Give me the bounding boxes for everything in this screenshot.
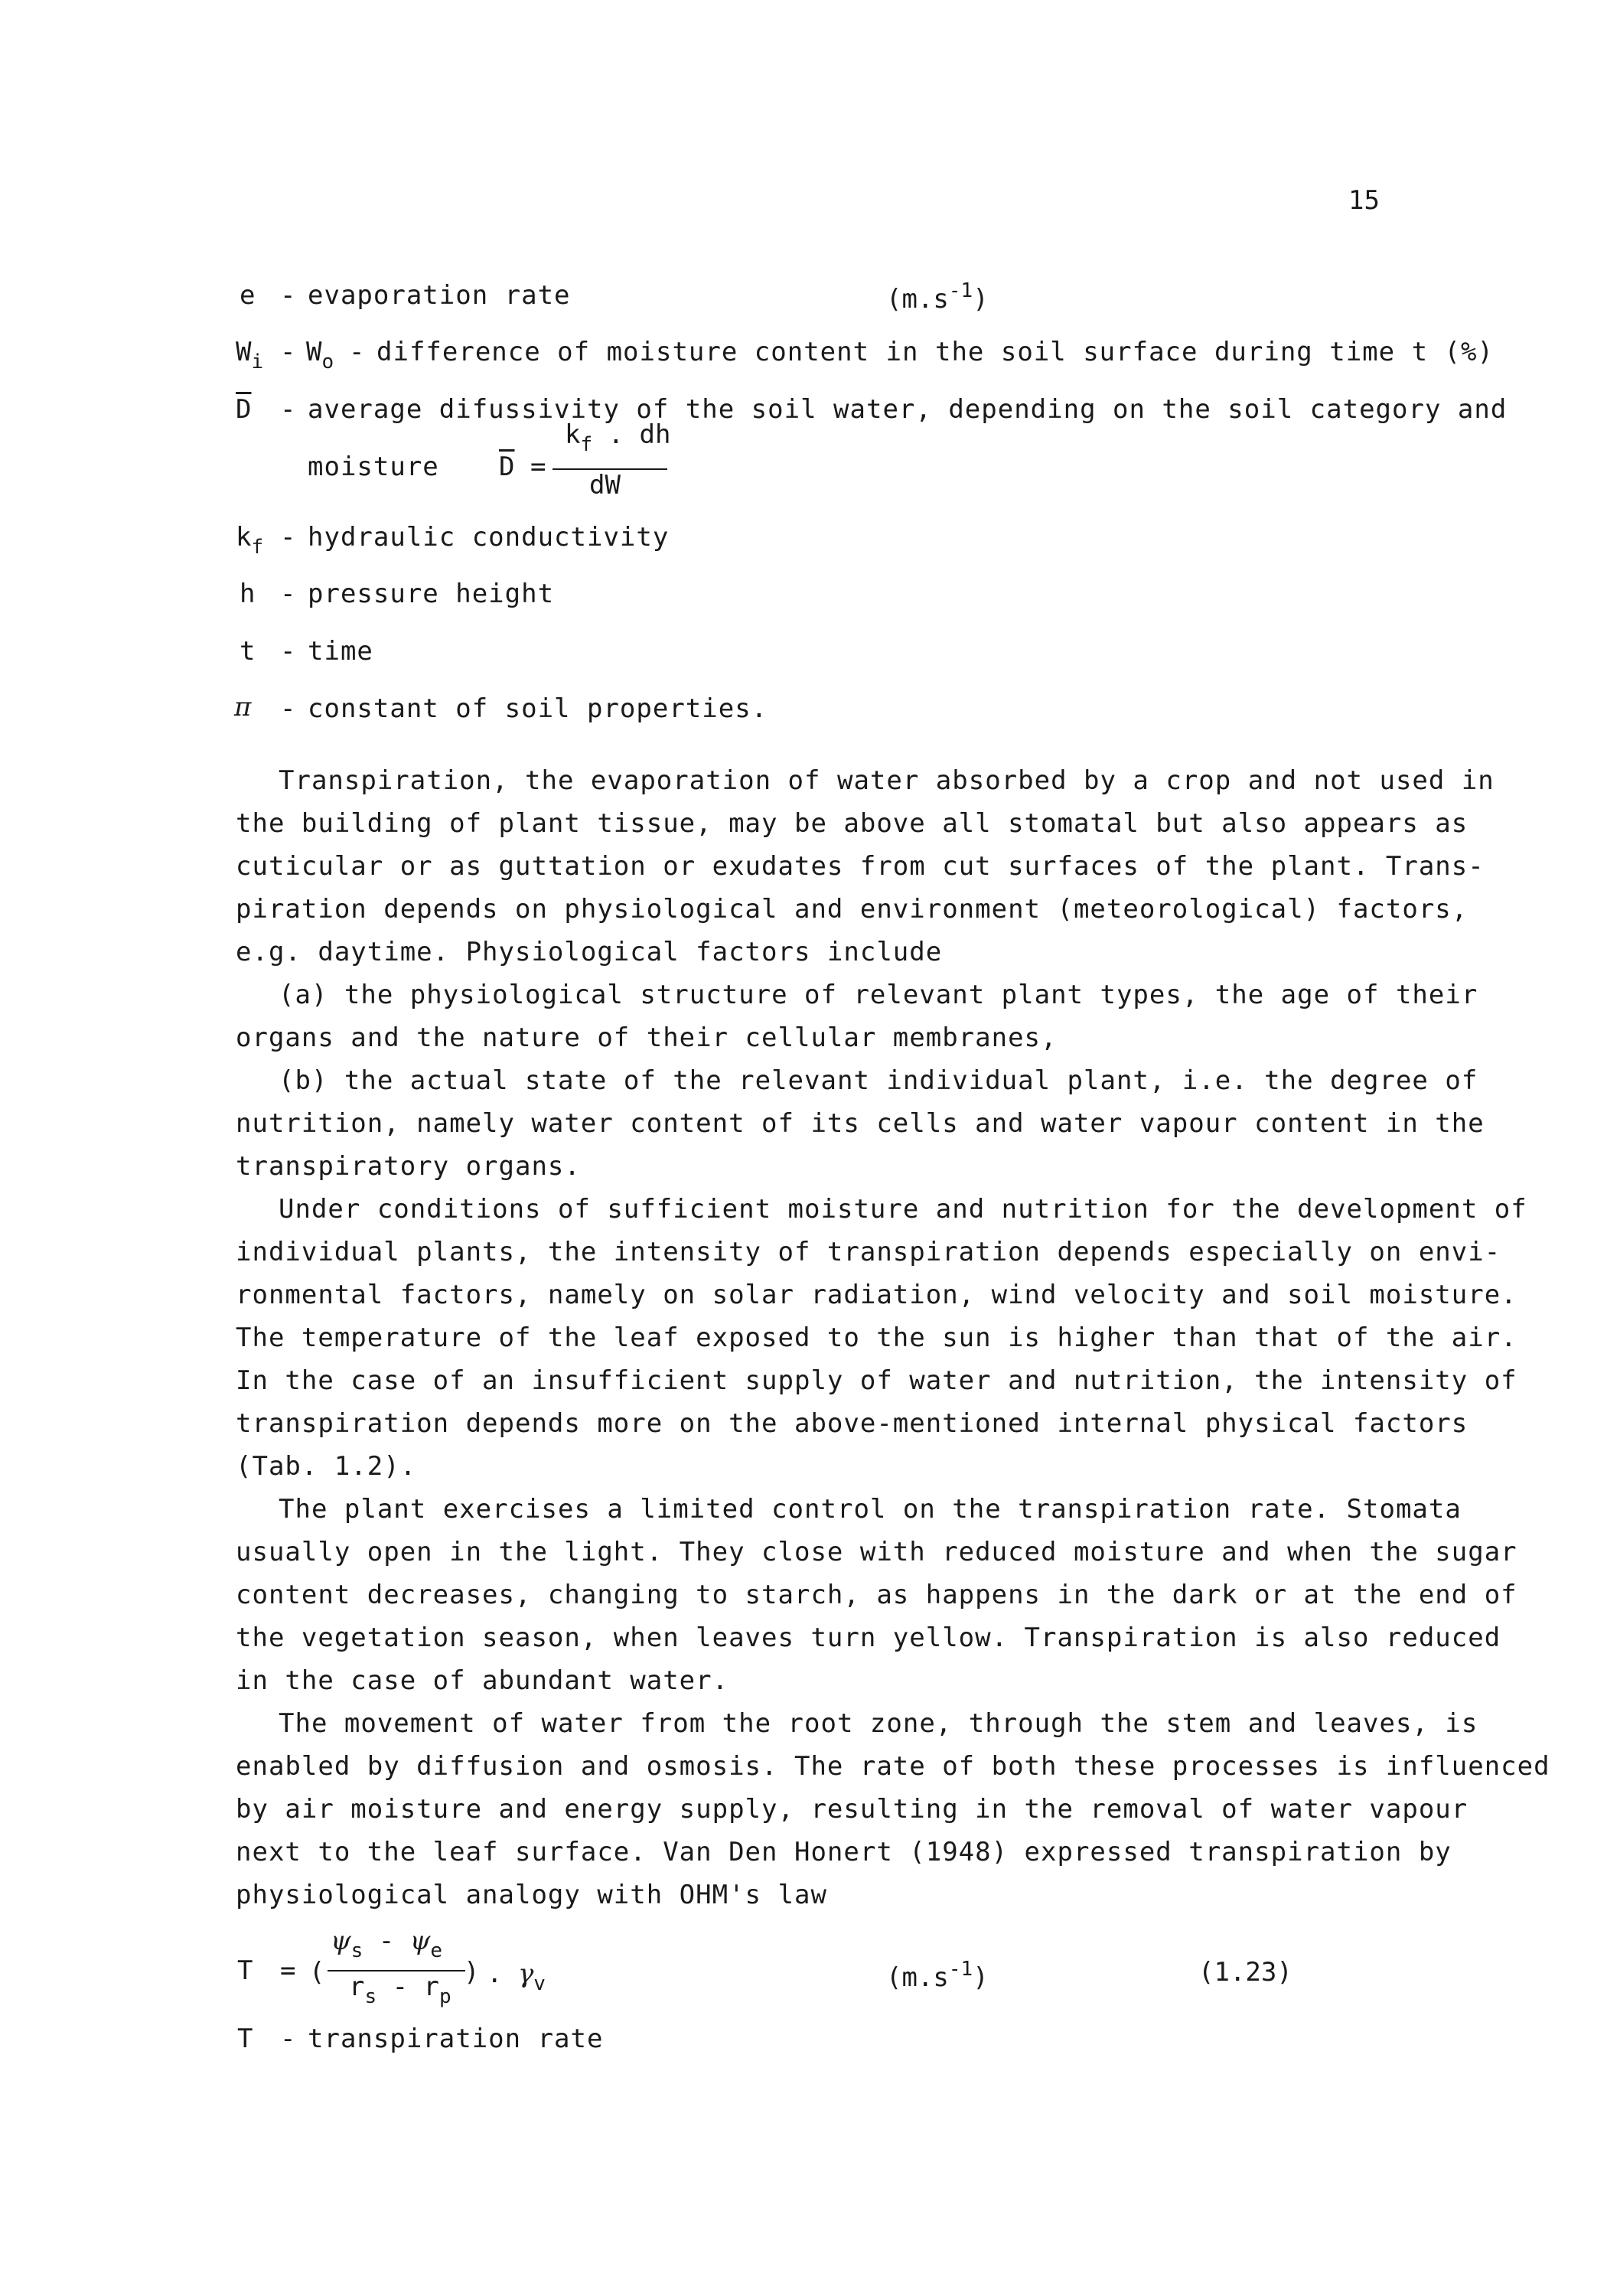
text-line: in the case of abundant water.: [236, 1665, 729, 1696]
definition-transpiration-rate: transpiration rate: [308, 2024, 604, 2054]
symbol-pi: π: [234, 692, 252, 722]
equation-open-paren: (: [309, 1957, 325, 1988]
symbol-e: e: [240, 280, 256, 311]
symbol-dbar: $\overline{D}$: [236, 394, 252, 425]
text-line: The temperature of the leaf exposed to the sun is higher than that of the air.: [236, 1322, 1517, 1353]
text-line: Under conditions of sufficient moisture and nutrition for the development of: [279, 1194, 1527, 1225]
text-line: usually open in the light. They close with reduced moisture and when the sugar: [236, 1537, 1517, 1567]
unit-evaporation: $(m.s^{-1})$: [886, 279, 989, 315]
text-line: Transpiration, the evaporation of water absorbed by a crop and not used in: [279, 765, 1495, 796]
dash: -: [280, 636, 296, 667]
definition-pressure-height: pressure height: [308, 579, 555, 609]
definition-evaporation: evaporation rate: [308, 280, 571, 311]
text-line: transpiration depends more on the above-mentioned internal physical factors: [236, 1408, 1468, 1439]
symbol-h: h: [240, 579, 256, 609]
text-line: by air moisture and energy supply, resulting in the removal of water vapour: [236, 1794, 1468, 1825]
definition-moisture: moisture: [308, 452, 439, 482]
definition-soil-constant: constant of soil properties.: [308, 693, 768, 724]
equation-unit: $(m.s^{-1})$: [886, 1958, 989, 1993]
text-line: the vegetation season, when leaves turn yellow. Transpiration is also reduced: [236, 1623, 1501, 1653]
text-line: individual plants, the intensity of transpiration depends especially on envi-: [236, 1237, 1501, 1267]
text-line: The movement of water from the root zone, through the stem and leaves, is: [279, 1708, 1478, 1739]
symbol-wo: $W_o$: [306, 337, 334, 373]
dash: -: [280, 337, 296, 367]
equation-factor: . $\gamma_v$: [487, 1958, 546, 1995]
dash: -: [280, 693, 296, 724]
equation-equals: =: [280, 1955, 296, 1986]
text-line: piration depends on physiological and environment (meteorological) factors,: [236, 894, 1468, 925]
text-line: organs and the nature of their cellular membranes,: [236, 1022, 1058, 1053]
text-line: transpiratory organs.: [236, 1151, 581, 1182]
formula-d-numerator: $k_f$ . dh: [565, 419, 671, 456]
page-number: 15: [1348, 185, 1380, 216]
text-line: content decreases, changing to starch, as happens in the dark or at the end of: [236, 1580, 1517, 1610]
symbol-t: t: [240, 636, 256, 667]
dash: -: [280, 394, 296, 425]
dash: -: [280, 579, 296, 609]
symbol-wi: $W_i$: [236, 337, 264, 373]
text-line: (a) the physiological structure of relevant plant types, the age of their: [279, 980, 1478, 1010]
text-line: enabled by diffusion and osmosis. The rate of both these processes is influenced: [236, 1751, 1550, 1782]
text-line: ronmental factors, namely on solar radiation, wind velocity and soil moisture.: [236, 1280, 1517, 1310]
definition-time: time: [308, 636, 373, 667]
equation-number: (1.23): [1198, 1957, 1292, 1988]
equation-close-paren: ): [464, 1957, 480, 1988]
equation-lhs: T: [237, 1955, 253, 1986]
symbol-kf: $k_f$: [236, 522, 264, 559]
text-line: In the case of an insufficient supply of water and nutrition, the intensity of: [236, 1365, 1517, 1396]
text-line: (Tab. 1.2).: [236, 1451, 417, 1482]
formula-d-lhs: $\overline{D}$ =: [499, 452, 546, 482]
formula-d-denominator: dW: [589, 470, 621, 501]
definition-moisture-difference: difference of moisture content in the soil surface during time t (%): [376, 337, 1494, 367]
text-line: next to the leaf surface. Van Den Honert (1948) expressed transpiration by: [236, 1837, 1452, 1867]
equation-denominator: $r_s - r_p$: [349, 1971, 451, 2008]
text-line: The plant exercises a limited control on the transpiration rate. Stomata: [279, 1494, 1462, 1525]
dash: -: [349, 337, 365, 367]
symbol-T: T: [237, 2024, 253, 2054]
dash: -: [280, 522, 296, 553]
equation-numerator: $\psi_s - \psi_e$: [331, 1926, 443, 1962]
text-line: the building of plant tissue, may be above all stomatal but also appears as: [236, 808, 1468, 839]
definition-diffusivity: average difussivity of the soil water, depending on the soil category and: [308, 394, 1508, 425]
definition-hydraulic-conductivity: hydraulic conductivity: [308, 522, 670, 553]
dash: -: [280, 2024, 296, 2054]
text-line: e.g. daytime. Physiological factors include: [236, 937, 943, 967]
text-line: nutrition, namely water content of its cells and water vapour content in the: [236, 1108, 1485, 1139]
text-line: physiological analogy with OHM's law: [236, 1880, 827, 1910]
dash: -: [280, 280, 296, 311]
text-line: (b) the actual state of the relevant individual plant, i.e. the degree of: [279, 1065, 1478, 1096]
text-line: cuticular or as guttation or exudates from cut surfaces of the plant. Trans-: [236, 851, 1485, 882]
